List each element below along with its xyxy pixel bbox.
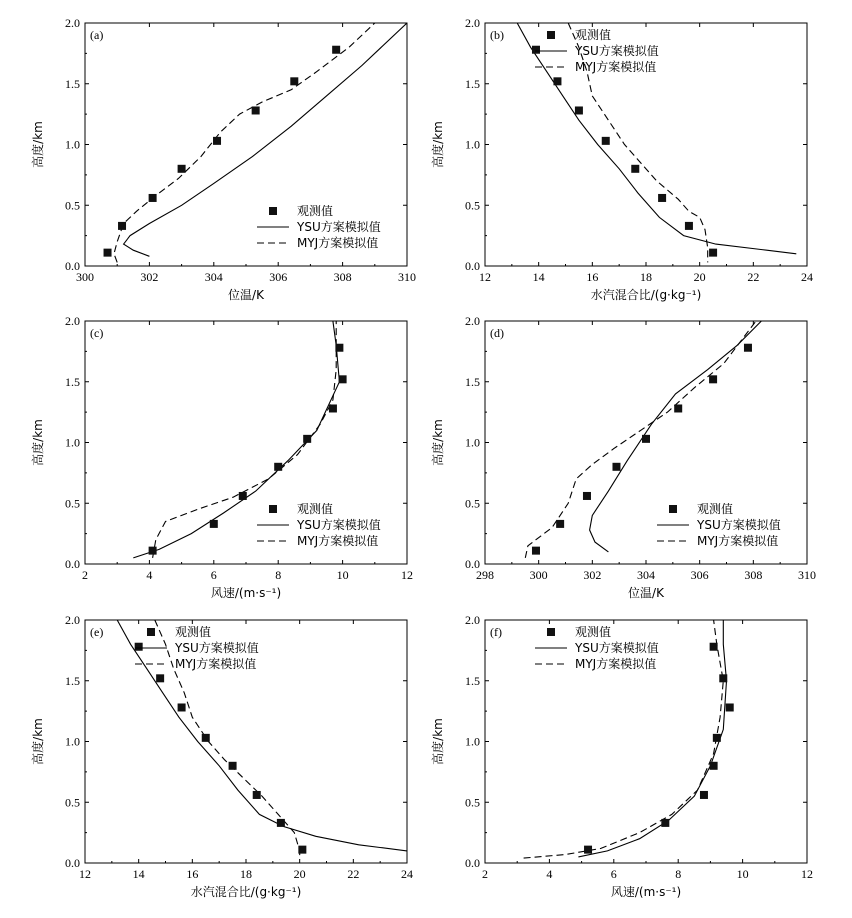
x-tick-label: 22 [747,270,760,284]
observed-point [584,846,592,854]
observed-point [612,463,620,471]
x-tick-label: 300 [76,270,94,284]
observed-point [709,375,717,383]
x-tick-label: 10 [336,568,349,582]
y-tick-label: 2.0 [65,16,80,30]
x-tick-label: 310 [798,568,816,582]
x-tick-label: 20 [293,867,306,881]
legend-label: 观测值 [297,502,334,516]
panel-d [430,314,816,600]
observed-point [532,547,540,555]
legend-label: MYJ方案模拟值 [297,534,379,548]
observed-point [575,106,583,114]
y-tick-label: 0.5 [465,795,480,810]
observed-point [290,77,298,85]
legend-marker-observed [269,505,277,513]
series-ysu-line [578,620,726,857]
legend-label: MYJ方案模拟值 [175,657,257,671]
y-axis-label: 高度/km [431,419,445,466]
y-tick-label: 0.5 [65,496,80,511]
x-tick-label: 302 [140,270,159,284]
x-tick-label: 2 [482,867,488,881]
x-tick-label: 4 [546,867,553,881]
observed-point [252,106,260,114]
observed-point [210,520,218,528]
observed-point [553,77,561,85]
observed-point [118,222,126,230]
x-axis-label: 位温/K [228,288,264,302]
x-tick-label: 8 [675,867,682,881]
y-tick-label: 1.0 [465,435,480,450]
y-tick-label: 0.5 [465,198,480,213]
y-tick-label: 2.0 [465,314,480,328]
legend-label: 观测值 [575,625,612,639]
legend [535,27,659,74]
observed-point [274,463,282,471]
observed-point [104,249,112,257]
observed-point [335,344,343,352]
y-tick-label: 1.5 [65,673,80,688]
legend-marker-observed [147,628,155,636]
panel-label: (b) [490,28,504,42]
y-tick-label: 0.0 [465,259,480,273]
legend-label: YSU方案模拟值 [297,220,381,234]
observed-point [339,375,347,383]
x-tick-label: 12 [79,867,91,881]
x-axis-label: 风速/(m·s⁻¹) [210,586,282,600]
legend-label: YSU方案模拟值 [575,44,659,58]
legend-marker-observed [547,628,555,636]
observed-point [710,643,718,651]
y-tick-label: 1.5 [465,374,480,389]
observed-point [532,46,540,54]
observed-point [700,791,708,799]
legend-label: MYJ方案模拟值 [575,657,657,671]
legend-marker-observed [547,31,555,39]
observed-point [709,249,717,257]
series-myj-line [524,620,724,858]
observed-point [631,165,639,173]
x-tick-label: 14 [532,270,545,284]
x-tick-label: 2 [82,568,88,582]
observed-point [583,492,591,500]
y-axis-label: 高度/km [431,718,445,765]
panel-a [30,16,416,302]
observed-point [744,344,752,352]
x-tick-label: 308 [744,568,763,582]
observed-point [602,137,610,145]
observed-point [674,404,682,412]
legend-label: 观测值 [297,204,334,218]
x-tick-label: 20 [693,270,706,284]
x-tick-label: 18 [240,867,252,881]
y-tick-label: 1.0 [465,734,480,749]
x-tick-label: 16 [186,867,199,881]
x-tick-label: 6 [610,867,617,881]
x-tick-label: 306 [269,270,288,284]
legend [535,624,659,671]
legend-label: 观测值 [697,502,734,516]
y-tick-label: 1.5 [65,374,80,389]
y-tick-label: 0.5 [65,795,80,810]
legend [135,624,259,671]
x-tick-label: 22 [347,867,360,881]
legend-label: YSU方案模拟值 [297,518,381,532]
y-tick-label: 1.0 [65,137,80,152]
observed-point [658,194,666,202]
x-axis-label: 水汽混合比/(g·kg⁻¹) [590,288,702,302]
observed-point [726,703,734,711]
y-tick-label: 1.5 [465,76,480,91]
panel-label: (d) [490,326,504,340]
y-axis-label: 高度/km [31,419,45,466]
observed-point [661,819,669,827]
x-tick-label: 12 [479,270,491,284]
x-tick-label: 308 [333,270,352,284]
x-tick-label: 302 [583,568,602,582]
observed-point [178,703,186,711]
observed-point [156,674,164,682]
observed-point [710,762,718,770]
observed-point [277,819,285,827]
y-tick-label: 2.0 [465,613,480,627]
observed-point [685,222,693,230]
y-tick-label: 2.0 [465,16,480,30]
observed-point [149,194,157,202]
x-tick-label: 14 [132,867,145,881]
observed-point [202,734,210,742]
legend [257,203,381,250]
x-tick-label: 298 [476,568,494,582]
observed-point [298,846,306,854]
y-tick-label: 1.0 [65,435,80,450]
y-tick-label: 1.5 [65,76,80,91]
observed-point [719,674,727,682]
legend-label: YSU方案模拟值 [575,641,659,655]
x-axis-label: 风速/(m·s⁻¹) [610,885,682,899]
y-tick-label: 1.0 [65,734,80,749]
y-axis-label: 高度/km [31,121,45,168]
panel-c [30,314,413,600]
observed-point [332,46,340,54]
legend-marker-observed [669,505,677,513]
observed-point [213,137,221,145]
y-tick-label: 2.0 [65,613,80,627]
observed-point [149,547,157,555]
observed-point [329,404,337,412]
x-tick-label: 6 [210,568,217,582]
legend-label: YSU方案模拟值 [697,518,781,532]
y-tick-label: 0.0 [65,557,80,571]
y-axis-label: 高度/km [31,718,45,765]
x-tick-label: 10 [736,867,749,881]
legend-label: YSU方案模拟值 [175,641,259,655]
legend-label: 观测值 [575,28,612,42]
panel-f [430,613,813,899]
legend-label: MYJ方案模拟值 [697,534,779,548]
y-tick-label: 2.0 [65,314,80,328]
x-tick-label: 4 [146,568,153,582]
y-tick-label: 0.0 [465,557,480,571]
observed-point [713,734,721,742]
y-tick-label: 0.0 [65,856,80,870]
legend-label: 观测值 [175,625,212,639]
x-tick-label: 18 [640,270,652,284]
x-tick-label: 300 [529,568,548,582]
y-tick-label: 1.5 [465,673,480,688]
legend-label: MYJ方案模拟值 [297,236,379,250]
x-axis-label: 位温/K [628,586,664,600]
x-tick-label: 24 [401,867,413,881]
observed-point [642,435,650,443]
x-tick-label: 304 [204,270,223,284]
x-tick-label: 306 [690,568,709,582]
observed-point [239,492,247,500]
y-tick-label: 0.0 [65,259,80,273]
x-tick-label: 8 [275,568,282,582]
y-tick-label: 0.5 [465,496,480,511]
legend-label: MYJ方案模拟值 [575,60,657,74]
observed-point [556,520,564,528]
x-tick-label: 24 [801,270,813,284]
panel-label: (e) [90,625,104,639]
y-tick-label: 0.5 [65,198,80,213]
x-tick-label: 12 [801,867,813,881]
observed-point [303,435,311,443]
panel-e [30,613,413,899]
x-axis-label: 水汽混合比/(g·kg⁻¹) [190,885,302,899]
y-tick-label: 1.0 [465,137,480,152]
legend [257,501,381,548]
observed-point [229,762,237,770]
observed-point [253,791,261,799]
y-tick-label: 0.0 [465,856,480,870]
panel-b [430,16,813,302]
legend [657,501,781,548]
x-tick-label: 304 [637,568,655,582]
panel-label: (c) [90,326,104,340]
panel-label: (f) [490,625,502,639]
y-axis-label: 高度/km [431,121,445,168]
x-tick-label: 310 [398,270,416,284]
panel-label: (a) [90,28,104,42]
x-tick-label: 16 [586,270,599,284]
series-ysu-line [117,620,407,851]
legend-marker-observed [269,207,277,215]
x-tick-label: 12 [401,568,413,582]
observed-point [135,643,143,651]
observed-point [178,165,186,173]
